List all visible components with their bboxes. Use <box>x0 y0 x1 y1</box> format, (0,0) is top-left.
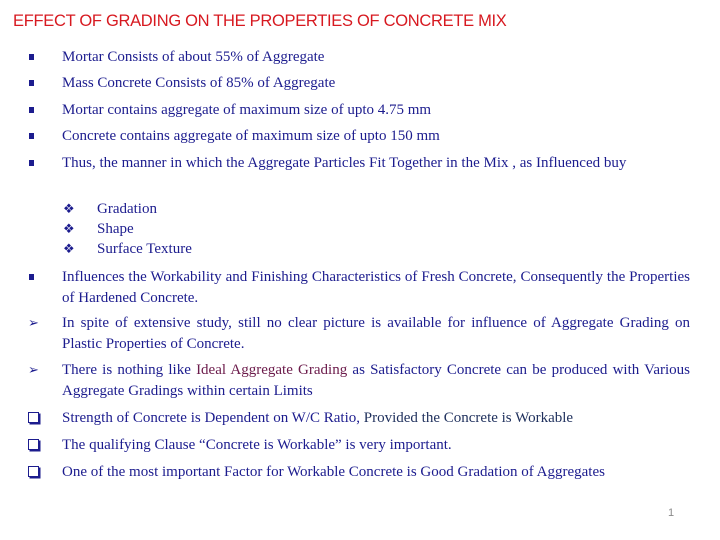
item-text: In spite of extensive study, still no clear picture is available for influence of Aggregate Grading on Plastic Properties of Concrete. <box>62 315 690 352</box>
checkbox-bullet-icon <box>28 466 39 477</box>
item-text: One of the most important Factor for Workable Concrete is Good Gradation of Aggregates <box>62 464 605 480</box>
item-text <box>62 360 690 401</box>
square-bullet-icon <box>29 133 34 139</box>
arrow-bullet-icon: ➢ <box>28 362 39 377</box>
item-text: Gradation <box>97 201 157 217</box>
square-bullet-icon <box>29 160 34 166</box>
item-text: Influences the Workability and Finishing Characteristics of Fresh Concrete, Consequently the Properties of Hardened Concrete. <box>62 269 690 306</box>
emphasis-text: Ideal Aggregate Grading <box>196 362 348 378</box>
square-bullet-icon <box>29 54 34 60</box>
item-text <box>62 408 690 429</box>
page-number: 1 <box>668 507 675 519</box>
arrow-bullet-icon: ➢ <box>28 315 39 330</box>
text-segment: Provided the Concrete is Workable <box>363 410 574 426</box>
item-text: Mortar Consists of about 55% of Aggregate <box>62 49 325 65</box>
diamond-bullet-icon: ❖ <box>63 241 75 256</box>
text-segment: as Satisfactory Concrete can be produced with Various Aggregate Gradings within certain Limits <box>62 362 690 399</box>
diamond-bullet-icon: ❖ <box>63 221 75 236</box>
item-text: Shape <box>97 221 134 237</box>
diamond-bullet-icon: ❖ <box>63 201 75 216</box>
item-text: Mortar contains aggregate of maximum size of upto 4.75 mm <box>62 102 432 118</box>
item-text: Mass Concrete Consists of 85% of Aggregate <box>62 75 336 91</box>
square-bullet-icon <box>29 80 34 86</box>
item-text: The qualifying Clause “Concrete is Workable” is very important. <box>62 437 452 453</box>
checkbox-bullet-icon <box>28 439 39 450</box>
item-text: Concrete contains aggregate of maximum size of upto 150 mm <box>62 128 440 144</box>
item-text: Surface Texture <box>97 241 192 257</box>
checkbox-bullet-icon <box>28 412 39 423</box>
square-bullet-icon <box>29 107 34 113</box>
text-segment: Strength of Concrete is Dependent on W/C Ratio, <box>62 410 364 426</box>
square-bullet-icon <box>29 274 34 280</box>
item-text: Thus, the manner in which the Aggregate Particles Fit Together in the Mix , as Influenced buy <box>62 155 627 171</box>
text-segment: There is nothing like <box>62 362 197 378</box>
slide-title: EFFECT OF GRADING ON THE PROPERTIES OF CONCRETE MIX <box>13 12 507 30</box>
